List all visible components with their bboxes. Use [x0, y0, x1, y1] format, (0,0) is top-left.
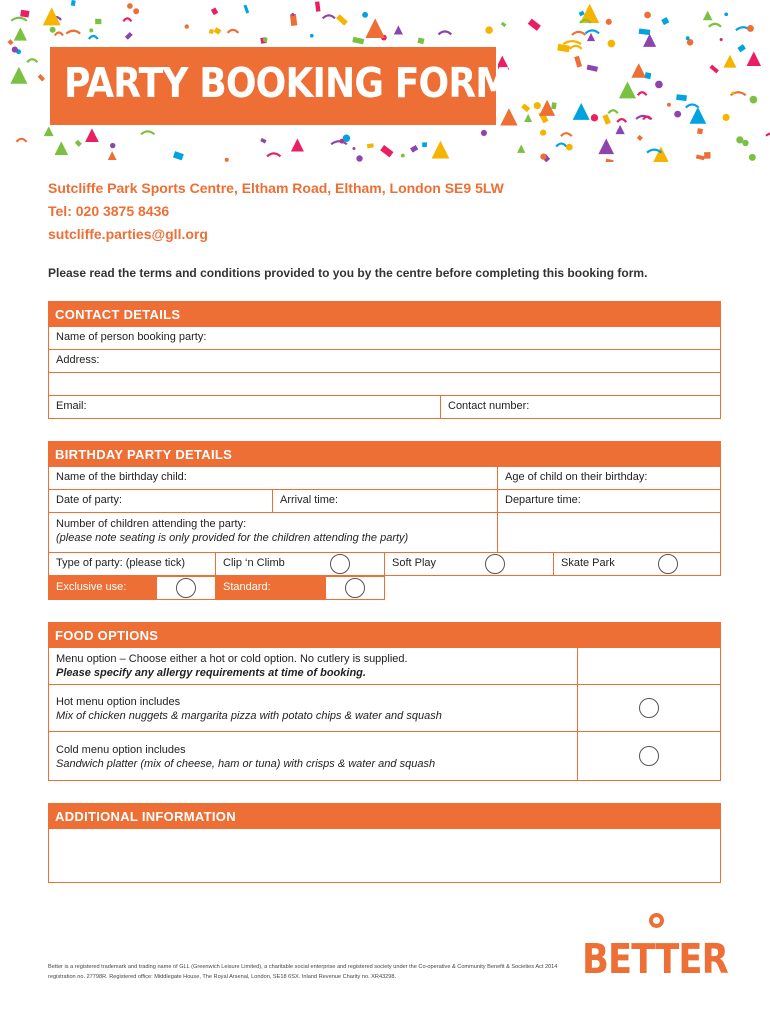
confetti-shape: [44, 126, 54, 136]
confetti-shape: [362, 12, 368, 18]
soft-play-radio[interactable]: [485, 554, 505, 574]
confetti-shape: [585, 30, 599, 33]
address-label: Address:: [56, 354, 100, 366]
confetti-shape: [540, 154, 546, 160]
confetti-shape: [639, 29, 651, 36]
standard-label-cell: [215, 576, 326, 600]
confetti-shape: [617, 119, 626, 122]
confetti-shape: [356, 155, 362, 161]
confetti-shape: [290, 14, 297, 26]
confetti-shape: [747, 25, 754, 32]
confetti-shape: [20, 10, 29, 18]
confetti-shape: [605, 159, 613, 162]
confetti-shape: [110, 143, 115, 148]
confetti-shape: [352, 37, 364, 45]
confetti-shape: [315, 1, 321, 11]
confetti-shape: [211, 7, 218, 15]
arrival-time-label: Arrival time:: [280, 494, 339, 506]
confetti-shape: [703, 11, 713, 21]
confetti-shape: [214, 27, 222, 34]
confetti-shape: [697, 128, 703, 134]
confetti-shape: [401, 154, 405, 158]
confetti-shape: [598, 139, 614, 155]
clip-n-climb-label: Clip ‘n Climb: [223, 557, 285, 569]
booker-name-label: Name of person booking party:: [56, 331, 207, 343]
confetti-shape: [591, 114, 598, 121]
better-logo: [582, 913, 727, 983]
confetti-shape: [686, 105, 699, 108]
additional-info-field[interactable]: [48, 828, 721, 883]
confetti-shape: [667, 103, 671, 107]
confetti-shape: [336, 14, 348, 25]
centre-phone: Tel: 020 3875 8436: [48, 203, 170, 219]
confetti-shape: [615, 125, 624, 134]
children-count-label: Number of children attending the party:: [56, 518, 247, 530]
confetti-shape: [521, 104, 530, 113]
confetti-shape: [731, 91, 734, 94]
confetti-shape: [690, 107, 707, 124]
confetti-shape: [566, 144, 573, 151]
confetti-shape: [14, 27, 27, 40]
party-type-label-cell: [48, 552, 216, 576]
confetti-shape: [331, 141, 347, 144]
food-heading: FOOD OPTIONS: [48, 622, 721, 647]
departure-time-label: Departure time:: [505, 494, 581, 506]
confetti-shape: [557, 44, 570, 53]
confetti-shape: [737, 44, 745, 52]
confetti-shape: [410, 145, 418, 153]
confetti-shape: [747, 52, 761, 66]
confetti-shape: [643, 34, 656, 47]
children-count-input[interactable]: [497, 512, 721, 553]
confetti-shape: [517, 145, 525, 153]
confetti-shape: [95, 19, 101, 24]
confetti-shape: [263, 37, 268, 42]
confetti-shape: [10, 67, 27, 84]
confetti-shape: [574, 56, 582, 68]
confetti-shape: [422, 142, 427, 147]
cold-menu-radio[interactable]: [639, 746, 659, 766]
confetti-shape: [608, 40, 616, 48]
page-title: PARTY BOOKING FORM: [64, 59, 511, 107]
confetti-shape: [123, 18, 131, 21]
confetti-shape: [638, 92, 647, 95]
confetti-shape: [27, 59, 37, 62]
intro-text: Please read the terms and conditions provided to you by the centre before completing this booking form.: [48, 266, 648, 280]
confetti-shape: [50, 27, 56, 33]
exclusive-use-radio[interactable]: [176, 578, 196, 598]
legal-text: Better is a registered trademark and trading name of GLL (Greenwich Leisure Limited), a charitable social enterprise and registered society under the Co-operative & Community Benefit & Societies Act 2014 registration no. 27798R. Registered office: Middlegate House, The Royal Arsenal, London, SE18 6SX. Inland Revenue Charity no. XR43298.: [48, 964, 558, 980]
confetti-shape: [8, 39, 14, 45]
additional-heading: ADDITIONAL INFORMATION: [48, 803, 721, 828]
confetti-shape: [75, 140, 82, 147]
address-field-line-2[interactable]: [48, 372, 721, 396]
confetti-shape: [12, 46, 18, 52]
confetti-shape: [323, 15, 335, 18]
confetti-shape: [89, 28, 93, 32]
confetti-shape: [365, 18, 385, 38]
confetti-shape: [608, 110, 617, 113]
confetti-shape: [89, 36, 98, 39]
confetti-shape: [38, 74, 45, 81]
confetti-shape: [55, 32, 63, 35]
standard-label: Standard:: [223, 581, 271, 593]
confetti-shape: [661, 17, 669, 25]
child-name-label: Name of the birthday child:: [56, 471, 187, 483]
child-age-label: Age of child on their birthday:: [505, 471, 648, 483]
contact-number-field[interactable]: [440, 395, 721, 419]
menu-option-label: Menu option – Choose either a hot or cold option. No cutlery is supplied.: [56, 653, 408, 665]
party-type-label: Type of party: (please tick): [56, 557, 185, 569]
confetti-shape: [16, 139, 26, 142]
confetti-shape: [587, 65, 598, 72]
child-age-field[interactable]: [497, 466, 721, 490]
hot-menu-description: Mix of chicken nuggets & margarita pizza with potato chips & water and squash: [56, 710, 442, 722]
confetti-shape: [225, 158, 229, 162]
logo-ring-icon: [649, 913, 664, 928]
confetti-shape: [766, 133, 770, 136]
allergy-note: Please specify any allergy requirements at time of booking.: [56, 667, 366, 679]
confetti-shape: [54, 141, 68, 155]
exclusive-use-label: Exclusive use:: [56, 581, 127, 593]
confetti-shape: [540, 130, 546, 136]
confetti-shape: [704, 152, 711, 159]
cold-menu-description: Sandwich platter (mix of cheese, ham or tuna) with crisps & water and squash: [56, 758, 436, 770]
confetti-shape: [501, 22, 507, 27]
booker-name-field[interactable]: [48, 326, 721, 350]
confetti-shape: [724, 12, 728, 16]
confetti-shape: [644, 72, 651, 79]
confetti-shape: [343, 135, 350, 142]
confetti-shape: [674, 111, 681, 118]
centre-email[interactable]: sutcliffe.parties@gll.org: [48, 226, 208, 242]
birthday-heading: BIRTHDAY PARTY DETAILS: [48, 441, 721, 466]
confetti-shape: [655, 81, 663, 89]
child-name-field[interactable]: [48, 466, 498, 490]
exclusive-use-label-cell: [48, 576, 157, 600]
email-field[interactable]: [48, 395, 441, 419]
confetti-shape: [696, 155, 705, 161]
logo-wordmark: BETTER: [582, 935, 728, 983]
confetti-shape: [579, 11, 585, 17]
confetti-shape: [749, 154, 756, 161]
centre-address: Sutcliffe Park Sports Centre, Eltham Road, Eltham, London SE9 5LW: [48, 180, 504, 196]
hot-menu-title: Hot menu option includes: [56, 696, 181, 708]
confetti-shape: [573, 103, 590, 120]
confetti-shape: [127, 3, 133, 9]
confetti-shape: [367, 143, 374, 148]
arrival-time-field[interactable]: [272, 489, 498, 513]
confetti-shape: [572, 32, 585, 35]
confetti-shape: [606, 19, 612, 25]
confetti-shape: [528, 19, 541, 31]
children-count-note: (please note seating is only provided for the children attending the party): [56, 532, 409, 544]
confetti-shape: [432, 141, 450, 159]
confetti-shape: [647, 150, 661, 153]
confetti-shape: [352, 147, 355, 150]
confetti-shape: [481, 130, 487, 136]
confetti-shape: [587, 33, 595, 41]
confetti-shape: [310, 34, 314, 38]
confetti-shape: [243, 5, 249, 14]
party-date-label: Date of party:: [56, 494, 123, 506]
confetti-shape: [71, 0, 76, 6]
skate-park-label: Skate Park: [561, 557, 615, 569]
confetti-shape: [380, 145, 393, 157]
cold-menu-title: Cold menu option includes: [56, 744, 186, 756]
confetti-shape: [637, 135, 643, 141]
party-date-field[interactable]: [48, 489, 273, 513]
confetti-shape: [709, 24, 721, 27]
confetti-shape: [551, 102, 556, 109]
confetti-shape: [750, 96, 758, 104]
confetti-shape: [438, 31, 451, 34]
option-soft-play[interactable]: [384, 552, 554, 576]
confetti-shape: [720, 38, 723, 41]
contact-heading: CONTACT DETAILS: [48, 301, 721, 326]
email-label: Email:: [56, 400, 87, 412]
clip-n-climb-radio[interactable]: [330, 554, 350, 574]
address-field[interactable]: [48, 349, 721, 373]
confetti-shape: [524, 114, 532, 122]
confetti-shape: [66, 31, 80, 34]
confetti-shape: [570, 46, 582, 49]
confetti-shape: [723, 55, 736, 68]
hot-menu-radio[interactable]: [639, 698, 659, 718]
confetti-shape: [686, 36, 690, 40]
confetti-shape: [485, 26, 493, 34]
children-count-field[interactable]: [48, 512, 498, 553]
confetti-shape: [228, 30, 239, 33]
menu-option-blank: [577, 647, 721, 685]
skate-park-radio[interactable]: [658, 554, 678, 574]
confetti-shape: [185, 24, 189, 28]
confetti-shape: [619, 81, 636, 98]
title-box: [48, 45, 511, 127]
confetti-shape: [133, 8, 139, 14]
confetti-shape: [108, 151, 117, 160]
hero-banner: [0, 0, 770, 162]
confetti-shape: [125, 32, 133, 40]
confetti-shape: [173, 151, 184, 160]
confetti-shape: [676, 94, 687, 101]
confetti-shape: [267, 153, 280, 156]
confetti-shape: [556, 144, 566, 147]
confetti-shape: [417, 38, 424, 45]
confetti-shape: [291, 13, 294, 16]
confetti-shape: [742, 140, 748, 146]
confetti-shape: [11, 18, 27, 21]
departure-time-field[interactable]: [497, 489, 721, 513]
contact-number-label: Contact number:: [448, 400, 530, 412]
confetti-shape: [644, 12, 651, 19]
confetti-shape: [723, 114, 730, 121]
hot-menu-row[interactable]: [48, 684, 578, 732]
confetti-shape: [394, 25, 403, 34]
confetti-shape: [534, 102, 541, 109]
confetti-shape: [260, 138, 266, 144]
confetti-shape: [291, 138, 304, 151]
confetti-shape: [209, 29, 214, 34]
confetti-shape: [563, 41, 581, 44]
confetti-shape: [709, 65, 718, 74]
confetti-shape: [500, 108, 517, 125]
option-clip-n-climb[interactable]: [215, 552, 385, 576]
standard-radio[interactable]: [345, 578, 365, 598]
confetti-shape: [602, 114, 611, 125]
confetti-shape: [141, 131, 154, 134]
confetti-shape: [631, 63, 646, 78]
menu-option-info: [48, 647, 578, 685]
confetti-shape: [85, 128, 99, 142]
option-skate-park[interactable]: [553, 552, 721, 576]
confetti-shape: [561, 133, 572, 136]
cold-menu-row[interactable]: [48, 731, 578, 781]
soft-play-label: Soft Play: [392, 557, 437, 569]
